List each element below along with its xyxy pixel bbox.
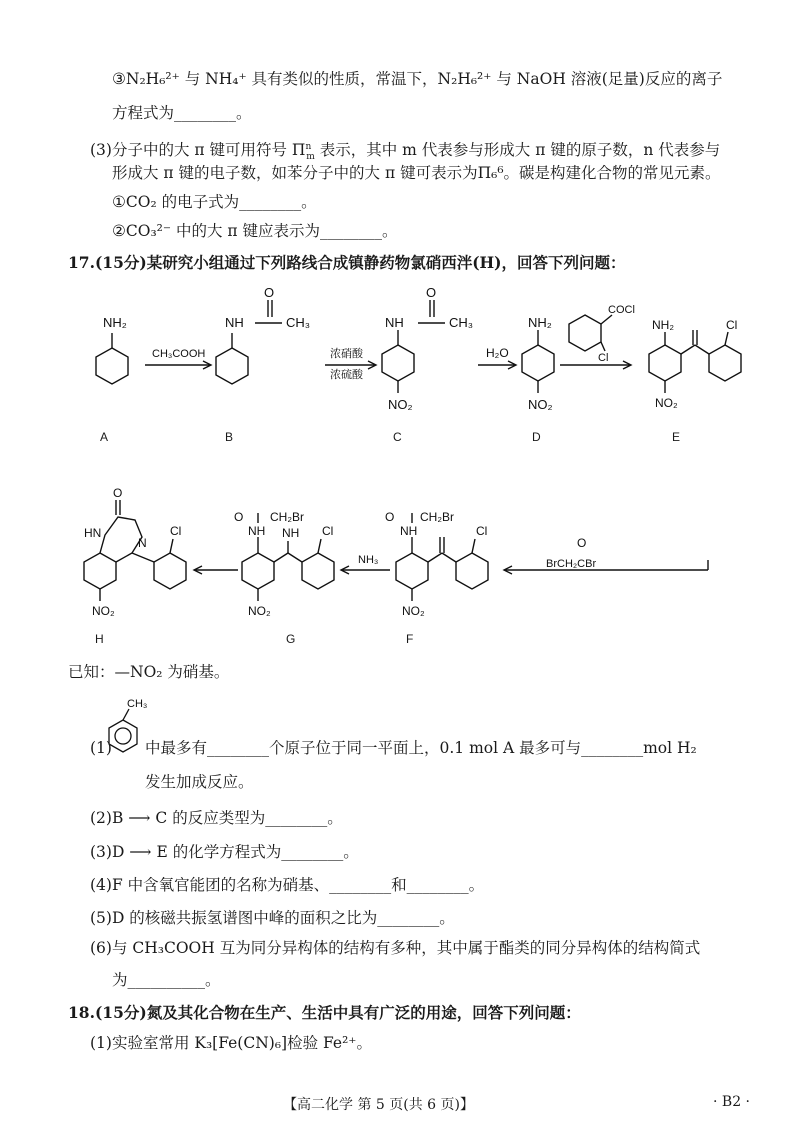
- b-o: O: [264, 285, 275, 300]
- benzene-ring-f2: [456, 553, 488, 589]
- benzene-ring-b: [216, 348, 248, 384]
- benzene-ring-h1: [84, 553, 116, 589]
- q16-item3-line1: ③N₂H₆²⁺ 与 NH₄⁺ 具有类似的性质，常温下，N₂H₆²⁺ 与 NaOH 溶液(足量)反应的离子: [112, 70, 723, 88]
- q16-item3-line2: 方程式为________。: [112, 104, 252, 122]
- q17-p6-line1: (6)与 CH₃COOH 互为同分异构体的结构有多种，其中属于酯类的同分异构体的结构简式: [90, 939, 701, 957]
- page-code: · B2 ·: [713, 1094, 750, 1110]
- label-b: B: [225, 430, 234, 444]
- q17-title: 17.(15分)某研究小组通过下列路线合成镇静药物氯硝西泮(H)，回答下列问题：: [68, 253, 626, 272]
- benzene-ring-g2: [302, 553, 334, 589]
- q17-p1-label: (1): [90, 739, 112, 757]
- q17-p4: (4)F 中含氧官能团的名称为硝基、________和________。: [90, 876, 485, 894]
- reagent-cd: H₂O: [486, 346, 509, 360]
- q17-p1-text: 中最多有________个原子位于同一平面上，0.1 mol A 最多可与________mol H₂: [145, 739, 697, 757]
- f-ch2br: CH₂Br: [420, 510, 454, 524]
- benzene-ring-f1: [396, 553, 428, 589]
- b-ch3: CH₃: [286, 315, 311, 330]
- q17-p3: (3)D ⟶ E 的化学方程式为________。: [90, 843, 359, 861]
- reagent-ef-o: O: [577, 536, 587, 550]
- label-d: D: [532, 430, 541, 444]
- h-no2: NO₂: [92, 604, 115, 618]
- label-a: A: [100, 430, 109, 444]
- q17-p2: (2)B ⟶ C 的反应类型为________。: [90, 809, 343, 827]
- e-cl: Cl: [726, 318, 738, 332]
- label-c: C: [393, 430, 402, 444]
- f-no2: NO₂: [402, 604, 425, 618]
- benzene-ring-reagent: [569, 315, 601, 351]
- label-e: E: [672, 430, 681, 444]
- q17-known: 已知：—NO₂ 为硝基。: [68, 663, 230, 681]
- q16-sub3-a: ①CO₂ 的电子式为________。: [112, 193, 317, 211]
- q17-p5: (5)D 的核磁共振氢谱图中峰的面积之比为________。: [90, 909, 455, 927]
- benzene-ring-c: [382, 345, 414, 381]
- reagent-bc-2: 浓硫酸: [330, 369, 363, 381]
- benzene-ring-d: [522, 345, 554, 381]
- q18-p1: (1)实验室常用 K₃[Fe(CN)₆]检验 Fe²⁺。: [90, 1034, 372, 1052]
- h-n: N: [138, 536, 147, 550]
- reagent-bc-1: 浓硝酸: [330, 348, 363, 360]
- d-nh2: NH₂: [528, 315, 552, 330]
- f-o: O: [385, 510, 395, 524]
- g-no2: NO₂: [248, 604, 271, 618]
- e-no2: NO₂: [655, 396, 678, 410]
- h-hn: HN: [84, 526, 102, 540]
- q17-p6-line2: 为__________。: [112, 971, 221, 989]
- reagent-de-cocl: COCl: [608, 304, 635, 316]
- c-nh: NH: [385, 315, 404, 330]
- benzene-ring-e1: [649, 345, 681, 381]
- e-nh2: NH₂: [652, 318, 674, 332]
- q17-p1-cont: 发生加成反应。: [145, 773, 254, 791]
- c-ch3: CH₃: [449, 315, 474, 330]
- benzene-ring-g1: [242, 553, 274, 589]
- g-imine-nh: NH: [282, 526, 300, 540]
- reagent-ab: CH₃COOH: [152, 348, 206, 360]
- benzene-ring-a: [96, 348, 128, 384]
- reagent-fg: NH₃: [358, 554, 379, 566]
- q16-sub3-b: ②CO₃²⁻ 中的大 π 键应表示为________。: [112, 222, 398, 240]
- c-no2: NO₂: [388, 397, 413, 412]
- toluene-ch3: CH₃: [127, 698, 148, 710]
- benzene-ring-e2: [709, 345, 741, 381]
- d-no2: NO₂: [528, 397, 553, 412]
- h-cl: Cl: [170, 524, 182, 538]
- reagent-ef: BrCH₂CBr: [546, 558, 597, 570]
- label-f: F: [406, 632, 414, 646]
- q16-sub3-line1: (3)分子中的大 π 键可用符号 $\Pi^n_m$ 表示，其中 m 代表参与形成大 π 键的原子数，n 代表参与: [90, 141, 721, 163]
- q18-title: 18.(15分)氮及其化合物在生产、生活中具有广泛的用途，回答下列问题：: [68, 1003, 581, 1022]
- g-cl: Cl: [322, 524, 334, 538]
- g-ch2br: CH₂Br: [270, 510, 304, 524]
- label-h: H: [95, 632, 104, 646]
- f-cl: Cl: [476, 524, 488, 538]
- label-g: G: [286, 632, 296, 646]
- a-nh2: NH₂: [103, 315, 127, 330]
- reagent-de-cl: Cl: [598, 352, 609, 364]
- synthesis-scheme: [0, 275, 800, 675]
- benzene-ring-h2: [154, 553, 186, 589]
- h-o: O: [113, 486, 123, 500]
- page-footer: 【高二化学 第 5 页(共 6 页)】: [283, 1097, 474, 1113]
- g-o: O: [234, 510, 244, 524]
- q16-sub3-line2: 形成大 π 键的电子数，如苯分子中的大 π 键可表示为Π₆⁶。碳是构建化合物的常见元素。: [112, 164, 721, 182]
- c-o: O: [426, 285, 437, 300]
- f-nh: NH: [400, 524, 418, 538]
- g-nh: NH: [248, 524, 266, 538]
- b-nh: NH: [225, 315, 244, 330]
